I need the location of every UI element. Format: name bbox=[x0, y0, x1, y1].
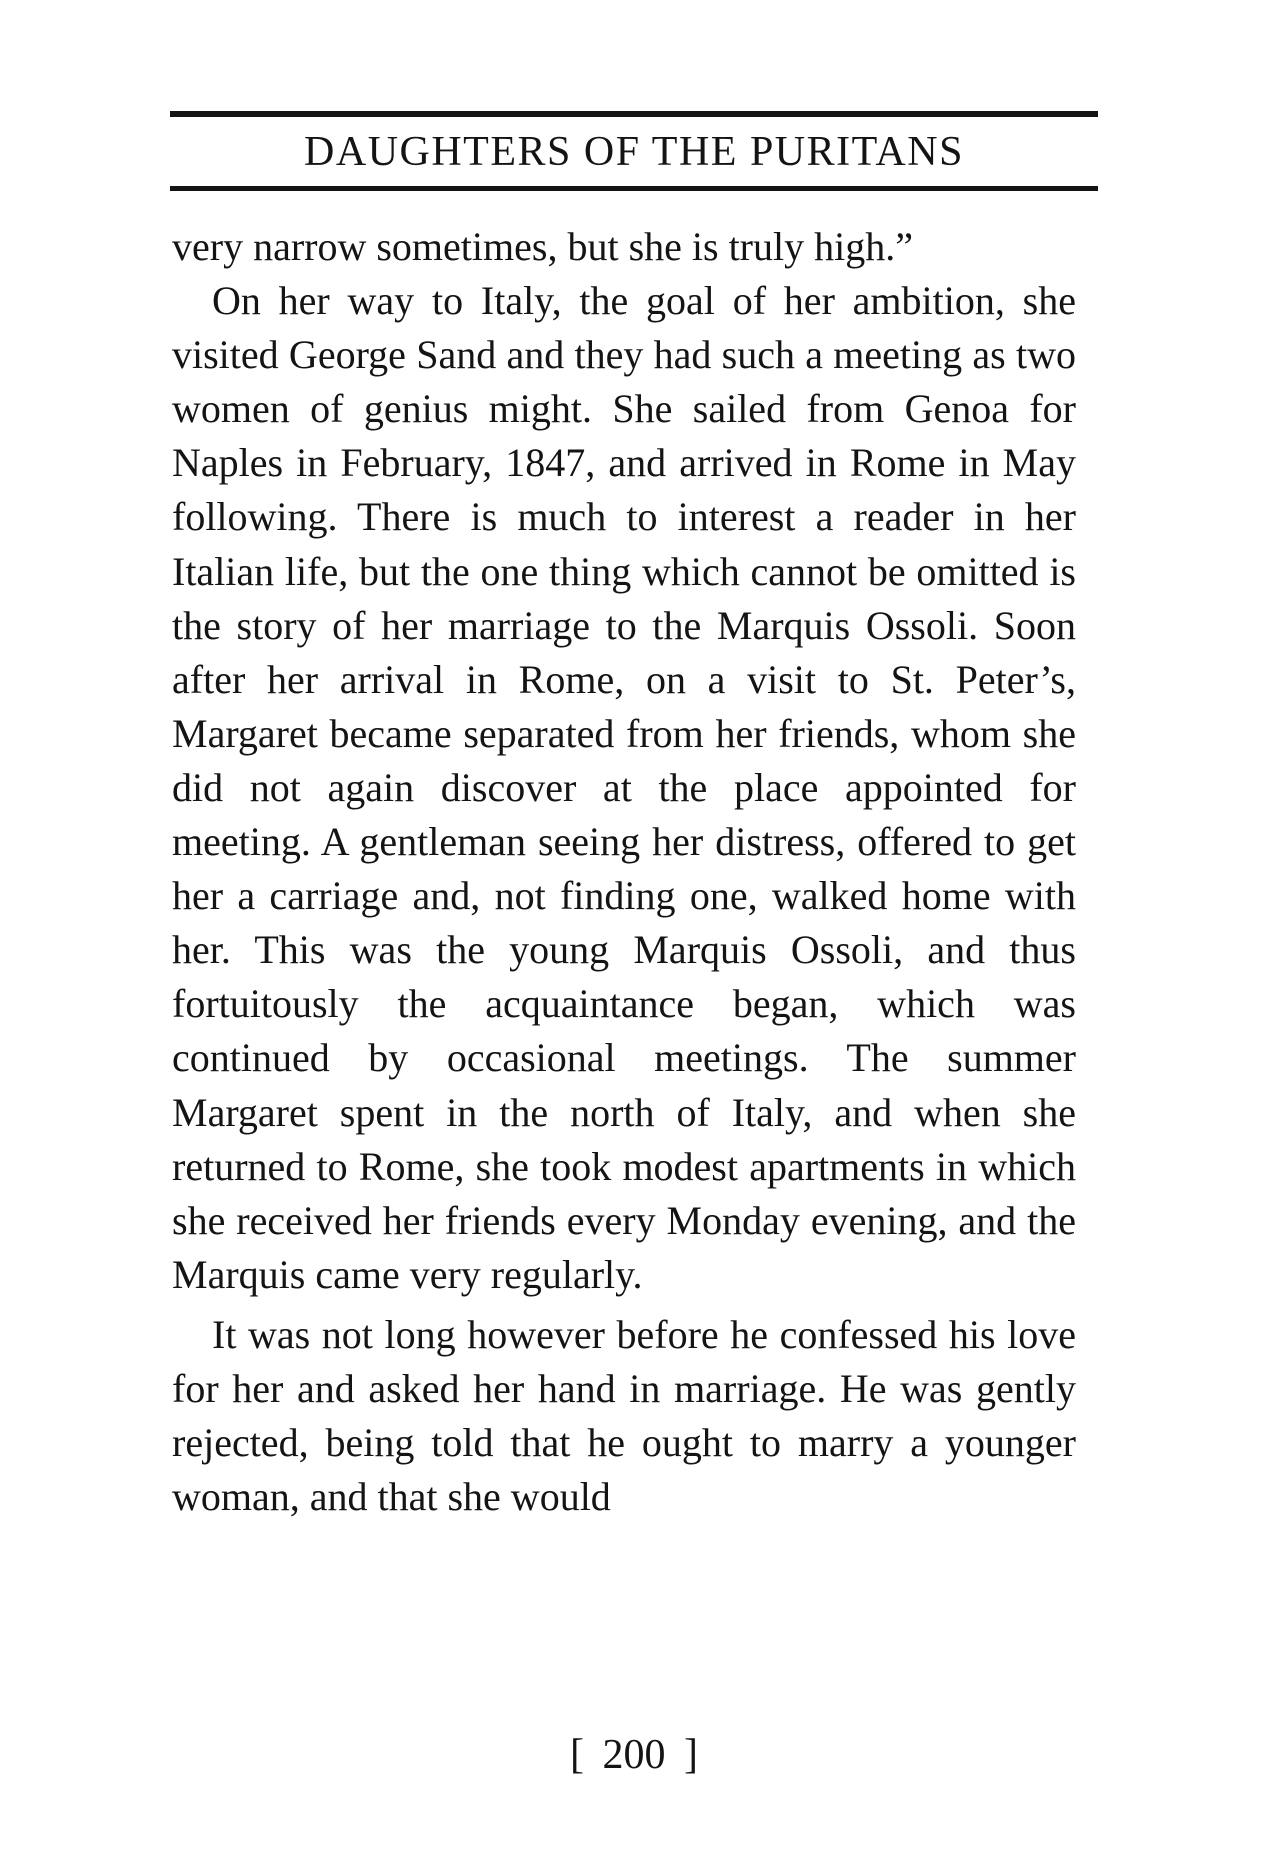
running-head: DAUGHTERS OF THE PURITANS bbox=[304, 129, 964, 175]
paragraph-continued: very narrow sometimes, but she is truly high.” bbox=[172, 224, 913, 269]
header-top-rule bbox=[170, 111, 1098, 117]
header-bottom-rule bbox=[170, 186, 1098, 191]
body-text bbox=[172, 220, 1076, 1524]
paragraph: On her way to Italy, the goal of her ambition, she visited George Sand and they had such a meeting as two women of genius might. She sailed from Genoa for Naples in February, 1847, and arrived in Rome in May following. There is much to interest a reader in her Italian life, but the one thing which cannot be omitted is the story of her marriage to the Marquis Ossoli. Soon after her arrival in Rome, on a visit to St. Peter’s, Margaret became separated from her friends, whom she did not again discover at the place appointed for meeting. A gentleman seeing her distress, offered to get her a carriage and, not finding one, walked home with her. This was the young Marquis Ossoli, and thus fortuitously the acquaintance began, which was continued by occasional meetings. The summer Margaret spent in the north of Italy, and when she returned to Rome, she took modest apartments in which she received her friends every Monday evening, and the Marquis came very regularly. bbox=[172, 278, 1076, 1297]
page-number: [ 200 ] bbox=[570, 1732, 698, 1778]
paragraph: It was not long however before he confessed his love for her and asked her hand in marriage. He was gently rejected, being told that he ought to marry a younger woman, and that she would bbox=[172, 1311, 1076, 1520]
